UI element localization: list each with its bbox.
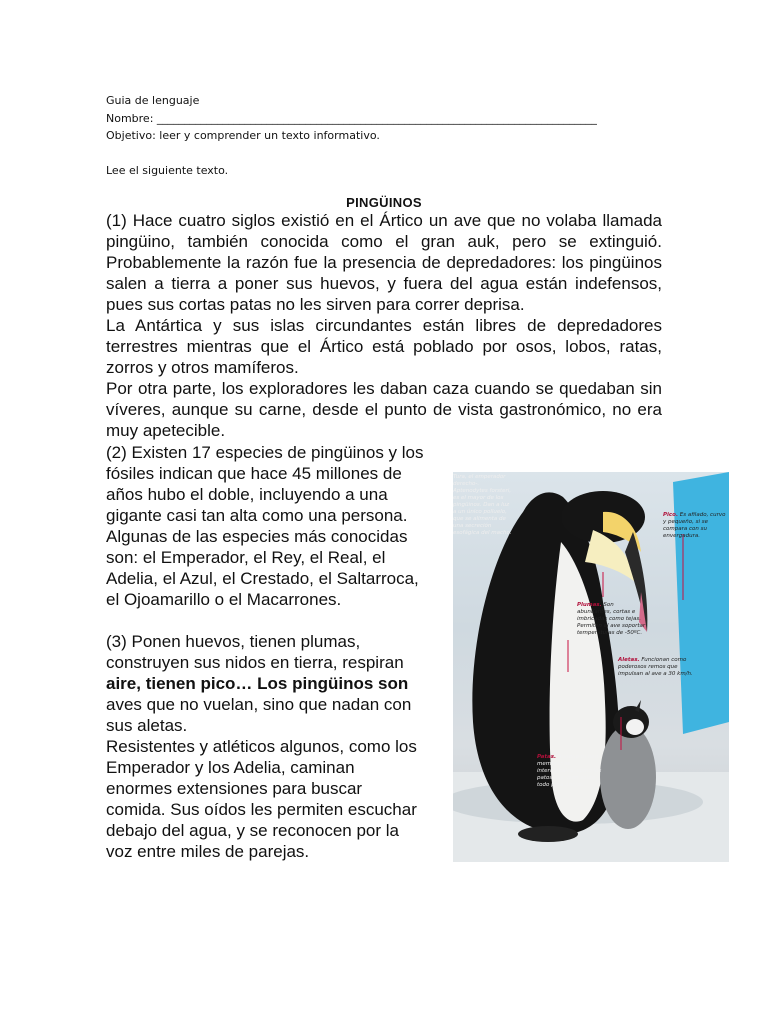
caption-plumas: Plumas. Son abundantes, cortas e imbricadas como tejas. Permiten al ave soportar temperaturas de -50ºC. [577,602,646,636]
caption-pico: Pico. Es afilado, curvo y pequeño, si se compara con su envergadura. [663,512,726,539]
objective-line: Objetivo: leer y comprender un texto informativo. [106,129,380,142]
guide-title: Guia de lenguaje [106,94,200,107]
intro-text [106,210,662,441]
caption-aletas: Aletas. Funcionan como poderosos remos que impulsan al ave a 30 km/h. [618,657,693,677]
instruction-line: Lee el siguiente texto. [106,163,229,177]
worksheet-header [106,92,597,179]
bold-phrase: aire, tienen pico… Los pingüinos son [106,674,409,693]
section-3-paragraph-2: Resistentes y atléticos algunos, como los Emperador y los Adelia, caminan enormes extensiones para buscar comida. Sus oídos les permiten escuchar debajo del agua, y se reconocen por la voz entre miles de parejas. [106,737,417,861]
left-column-text [106,442,424,862]
caption-patas: Patas. Aunque tienen membranas interdigitales, como los patos, las usan sobre todo para anclar. [537,754,602,788]
penguin-photo [453,472,729,862]
section-2-paragraph: (2) Existen 17 especies de pingüinos y los fósiles indican que hace 45 millones de años hubo el doble, incluyendo a una gigante casi tan alta como una persona. Algunas de las especies más conocidas son: el Emperador, el Rey, el Real, el Adelia, el Azul, el Crestado, el Saltarroca, el Ojoamarillo o el Macarrones. [106,443,424,609]
paragraph-3: Por otra parte, los exploradores les daban caza cuando se quedaban sin víveres, aunque su carne, desde el punto de vista gastronómico, no era muy apetecible. [106,379,662,440]
text-title: PINGÜINOS [346,195,422,210]
paragraph-2: La Antártica y sus islas circundantes están libres de depredadores terrestres mientras que el Ártico está poblado por osos, lobos, ratas, zorros y otros mamíferos. [106,316,662,377]
section-3-paragraph: (3) Ponen huevos, tienen plumas, construyen sus nidos en tierra, respiran aire, tienen pico… Los pingüinos son aves que no vuelan, sino que nadan con sus aletas. [106,632,412,735]
paragraph-1: (1) Hace cuatro siglos existió en el Ártico un ave que no volaba llamada pingüino, también conocida como el gran auk, pero se extinguió. Probablemente la razón fue la presencia de depredadores: los pingüinos salen a tierra a poner sus huevos, y fuera del agua están indefensos, pues sus cortas patas no les sirven para correr deprisa. [106,211,662,314]
name-field-line: Nombre: ________________________________________________________________________________ [106,111,597,125]
caption-emperor: Tura, el emperador derecho-. Aptenodytes forsteri, es el mayor de los pingüinos. Dan a luz a un único polluelo, que se alimenta de una secreción esofágica del macho. [453,474,512,536]
